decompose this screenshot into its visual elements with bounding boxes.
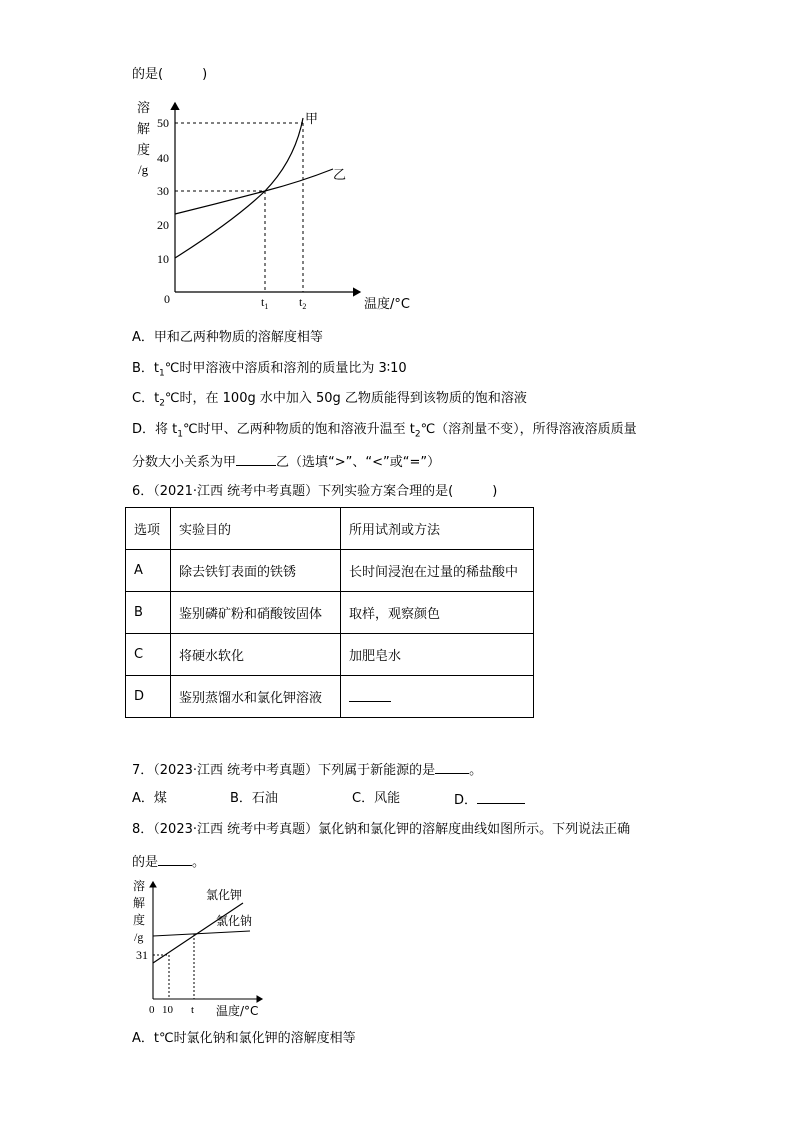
table-cell: 将硬水软化 [171,634,341,676]
q5-ylabel-4: /g [138,162,149,177]
q5-option-c: C．$t_2℃$时，在 100g 水中加入 50g 乙物质能得到该物质的饱和溶液 [132,391,527,409]
q6-answer-blank[interactable] [349,688,391,702]
table-row [126,592,534,634]
q8-xlabel: 温度/°C [216,1004,259,1018]
q8-answer-blank[interactable] [158,852,192,866]
q7-stem: 7．（2023·江西 统考中考真题）下列属于新能源的是 。 [132,760,482,780]
q7-option-d: D． [454,790,525,810]
table-header-cell: 选项 [126,508,171,550]
q5-ytick-50: 50 [157,116,169,130]
table-row [126,634,534,676]
q5-t1-label: $t_1$ [261,295,269,311]
q5-t2-label: $t_2$ [299,295,307,311]
q8-curve-nacl [153,931,250,936]
q7-option-a: A．煤 [132,791,167,806]
q5-answer-blank[interactable] [236,452,276,466]
table-cell: 鉴别磷矿粉和硝酸铵固体 [171,592,341,634]
q5-ytick-20: 20 [157,218,169,232]
q7-option-d-blank[interactable] [477,790,525,804]
q8-ylabel-2: 解 [133,896,146,910]
q5-option-a: A．甲和乙两种物质的溶解度相等 [132,330,323,345]
table-header-cell: 所用试剂或方法 [341,508,534,550]
q8-solubility-graph [130,875,270,1023]
q8-ylabel-1: 溶 [133,879,146,893]
q5-ytick-30: 30 [157,184,169,198]
q5-curve-jia [175,118,303,258]
q5-origin: 0 [164,292,170,306]
q7-answer-blank[interactable] [435,760,469,774]
q5-ytick-10: 10 [157,252,169,266]
table-header-row [126,508,534,550]
q8-label-kcl: 氯化钾 [206,888,243,902]
table-row [126,550,534,592]
q5-label-yi: 乙 [333,168,347,183]
q5-ytick-40: 40 [157,151,169,165]
table-cell: 取样，观察颜色 [341,592,534,634]
table-cell: B [126,592,171,634]
q5-xlabel: 温度/°C [364,297,410,312]
q8-xtick-0: 0 [149,1004,155,1016]
q5-option-d-line2: 分数大小关系为甲 乙（选填“>”、“<”或“=”） [132,452,440,472]
table-cell: A [126,550,171,592]
q5-label-jia: 甲 [305,112,319,127]
q8-stem-line1: 8．（2023·江西 统考中考真题）氯化钠和氯化钾的溶解度曲线如图所示。下列说法正确 [132,822,631,837]
table-cell [341,676,534,718]
table-cell: 长时间浸泡在过量的稀盐酸中 [341,550,534,592]
table-cell: 除去铁钉表面的铁锈 [171,550,341,592]
q8-ytick-31: 31 [136,948,148,962]
q5-ylabel-2: 解 [137,122,151,137]
q8-xtick-10: 10 [162,1004,173,1016]
table-cell: C [126,634,171,676]
q8-label-nacl: 氯化钠 [216,914,253,928]
q5-ylabel-1: 溶 [137,101,151,116]
q7-option-c: C．风能 [352,791,401,806]
q6-table [125,507,534,718]
q5-option-b: B．$t_1℃$时甲溶液中溶质和溶剂的质量比为 3∶10 [132,361,407,379]
q7-option-b: B．石油 [230,791,278,806]
table-header-cell: 实验目的 [171,508,341,550]
q5-stem-tail: 的是( ) [132,67,208,82]
table-cell: 加肥皂水 [341,634,534,676]
q8-curve-kcl [153,903,243,963]
q8-xtick-t: t [191,1004,195,1016]
q8-ylabel-4: /g [134,930,144,944]
q8-stem-line2: 的是 。 [132,852,205,872]
q8-ylabel-3: 度 [133,913,146,927]
q6-stem: 6．（2021·江西 统考中考真题）下列实验方案合理的是( ) [132,484,498,499]
q5-solubility-graph [130,95,430,317]
q5-ylabel-3: 度 [137,143,151,158]
table-cell: 鉴别蒸馏水和氯化钾溶液 [171,676,341,718]
q5-option-d: D．将 $t_1℃$时甲、乙两种物质的饱和溶液升温至 $t_2℃$（溶剂量不变），所得溶液溶质质量 [132,422,637,440]
q8-option-a: A．t℃时氯化钠和氯化钾的溶解度相等 [132,1031,356,1046]
table-cell: D [126,676,171,718]
table-row [126,676,534,718]
